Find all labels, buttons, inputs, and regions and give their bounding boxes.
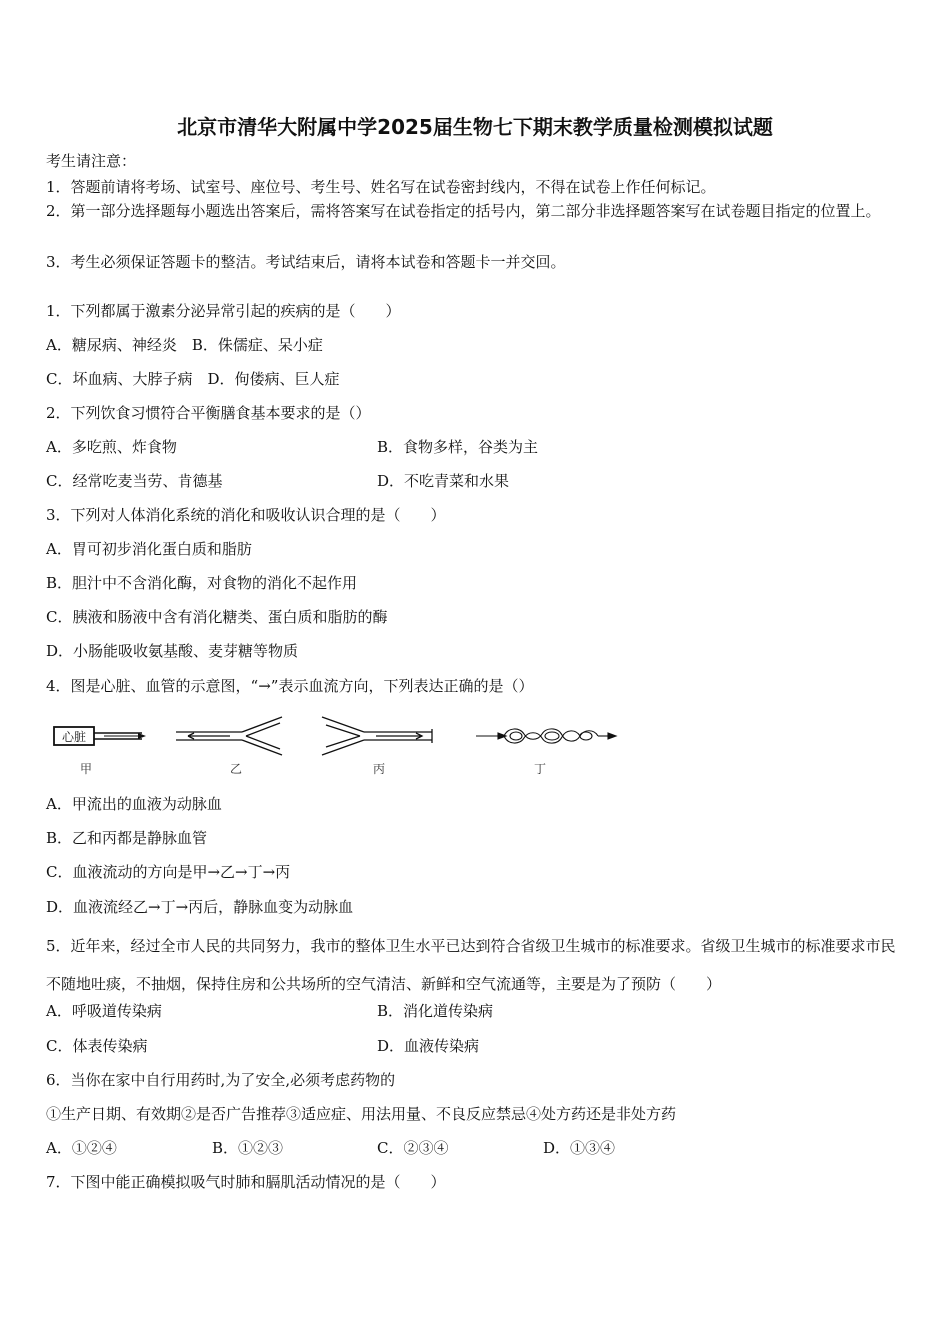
q5-option-b: B．消化道传染病 [377, 1002, 494, 1020]
q5-option-a: A．呼吸道传染病 [46, 1002, 162, 1020]
figure-yi-vessel [176, 717, 282, 755]
q6-stem: 6．当你在家中自行用药时,为了安全,必须考虑药物的 [46, 1071, 396, 1089]
q2-option-d: D．不吃青菜和水果 [377, 472, 510, 490]
q2-option-b: B．食物多样，谷类为主 [377, 438, 539, 456]
figure-jia-heart [54, 727, 146, 745]
q5-option-c: C．体表传染病 [46, 1037, 148, 1055]
q2-option-c: C．经常吃麦当劳、肯德基 [46, 472, 223, 490]
heart-vessel-figure [46, 707, 636, 779]
heart-box-label: 心脏 [61, 730, 87, 744]
q1-stem: 1．下列都属于激素分泌异常引起的疾病的是（ ） [46, 302, 401, 320]
q6-option-b: B．①②③ [212, 1139, 284, 1157]
q6-option-a: A．①②④ [46, 1139, 117, 1157]
q6-option-c: C．②③④ [377, 1139, 449, 1157]
figure-label-jia: 甲 [79, 762, 93, 776]
q2-stem: 2．下列饮食习惯符合平衡膳食基本要求的是（） [46, 404, 371, 422]
notice-item-2: 2．第一部分选择题每小题选出答案后，需将答案写在试卷指定的括号内，第二部分非选择题答案写在试卷题目指定的位置上。 [46, 202, 881, 220]
q2-option-a: A．多吃煎、炸食物 [46, 438, 177, 456]
notice-item-1: 1．答题前请将考场、试室号、座位号、考生号、姓名写在试卷密封线内，不得在试卷上作任何标记。 [46, 178, 716, 196]
q3-option-a: A．胃可初步消化蛋白质和脂肪 [46, 540, 252, 558]
q1-options-row2: C．坏血病、大脖子病 D．佝偻病、巨人症 [46, 370, 340, 388]
q3-option-d: D．小肠能吸收氨基酸、麦芽糖等物质 [46, 642, 299, 660]
q4-stem: 4．图是心脏、血管的示意图，“→”表示血流方向，下列表达正确的是（） [46, 677, 534, 695]
notice-heading: 考生请注意： [46, 152, 137, 170]
figure-label-yi: 乙 [229, 762, 243, 776]
q5-option-d: D．血液传染病 [377, 1037, 480, 1055]
q4-option-d: D．血液流经乙→丁→丙后，静脉血变为动脉血 [46, 898, 354, 916]
notice-item-3: 3．考生必须保证答题卡的整洁。考试结束后，请将本试卷和答题卡一并交回。 [46, 253, 566, 271]
page-title: 北京市清华大附属中学2025届生物七下期末教学质量检测模拟试题 [177, 115, 773, 139]
q7-stem: 7．下图中能正确模拟吸气时肺和膈肌活动情况的是（ ） [46, 1173, 446, 1191]
figure-ding-capillary [476, 729, 616, 743]
q3-option-c: C．胰液和肠液中含有消化糖类、蛋白质和脂肪的酶 [46, 608, 388, 626]
q6-option-d: D．①③④ [543, 1139, 616, 1157]
q4-option-a: A．甲流出的血液为动脉血 [46, 795, 222, 813]
q5-stem: 5．近年来，经过全市人民的共同努力，我市的整体卫生水平已达到符合省级卫生城市的标准要求。省级卫生城市的标准要求市民不随地吐痰，不抽烟，保持住房和公共场所的空气清洁、新鲜和空气流通等，主要是为了预防（ ） [46, 937, 896, 993]
q4-option-b: B．乙和丙都是静脉血管 [46, 829, 208, 847]
q1-options-row1: A．糖尿病、神经炎 B．侏儒症、呆小症 [46, 336, 323, 354]
q4-option-c: C．血液流动的方向是甲→乙→丁→丙 [46, 863, 291, 881]
figure-label-bing: 丙 [372, 762, 386, 776]
figure-label-ding: 丁 [533, 762, 547, 776]
figure-bing-vessel [322, 717, 432, 755]
q3-stem: 3．下列对人体消化系统的消化和吸收认识合理的是（ ） [46, 506, 446, 524]
q6-detail: ①生产日期、有效期②是否广告推荐③适应症、用法用量、不良反应禁忌④处方药还是非处方药 [46, 1105, 677, 1123]
q3-option-b: B．胆汁中不含消化酶，对食物的消化不起作用 [46, 574, 358, 592]
